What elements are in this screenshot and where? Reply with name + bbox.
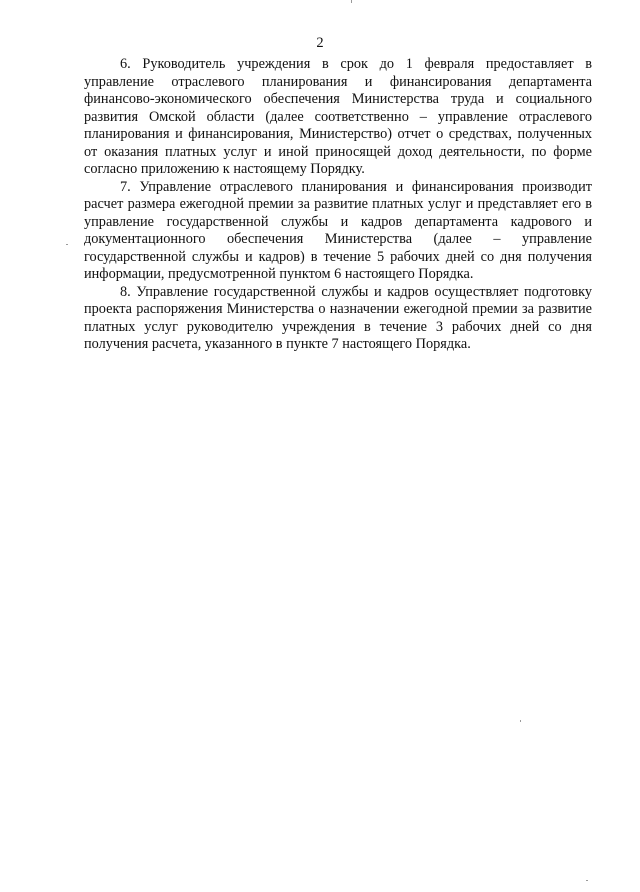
scan-artifact <box>66 244 68 245</box>
scan-artifact <box>520 720 521 722</box>
document-body <box>84 56 592 354</box>
paragraph-7: 7. Управление отраслевого планирования и финансирования производит расчет размера ежегодной премии за развитие платных услуг и представляет его в управление государственной службы и кадров департамента кадрового и документационного обеспечения Министерства (далее – управление государственной службы и кадров) в течение 5 рабочих дней со дня получения информации, предусмотренной пунктом 6 настоящего Порядка. <box>84 178 592 282</box>
scan-artifact <box>586 880 588 881</box>
scan-artifact <box>351 0 352 3</box>
paragraph-8: 8. Управление государственной службы и кадров осуществляет подготовку проекта распоряжения Министерства о назначении ежегодной премии за развитие платных услуг руководителю учреждения в течение 3 рабочих дней со дня получения расчета, указанного в пункте 7 настоящего Порядка. <box>84 283 592 352</box>
page-number: 2 <box>316 35 324 51</box>
paragraph-6: 6. Руководитель учреждения в срок до 1 февраля предоставляет в управление отраслевого планирования и финансирования департамента финансово-экономического обеспечения Министерства труда и социального развития Омской области (далее соответственно – управление отраслевого планирования и финансирования, Министерство) отчет о средствах, полученных от оказания платных услуг и иной приносящей доход деятельности, по форме согласно приложению к настоящему Порядку. <box>84 56 592 177</box>
